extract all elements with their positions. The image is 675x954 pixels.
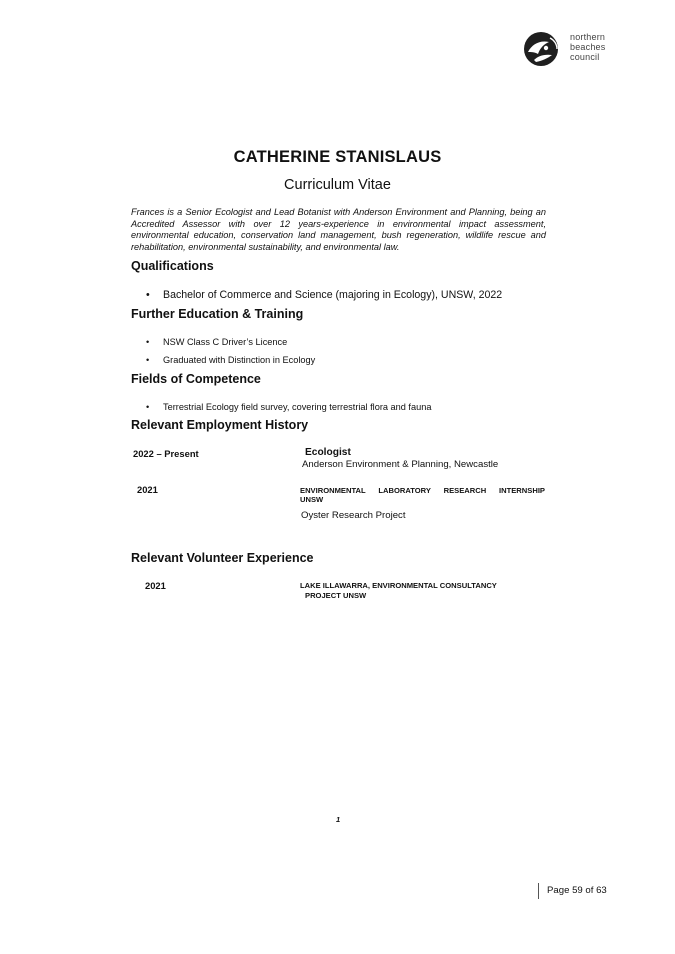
- employment-project: Oyster Research Project: [301, 510, 406, 521]
- cv-name: CATHERINE STANISLAUS: [233, 148, 442, 166]
- further-education-item: • Graduated with Distinction in Ecology: [146, 351, 315, 369]
- employment-role: Ecologist: [305, 447, 351, 458]
- competence-list: [146, 398, 431, 416]
- employment-date: 2022 – Present: [133, 448, 199, 459]
- logo-text-line3: council: [570, 52, 600, 62]
- footnote-number: 1: [336, 815, 341, 824]
- page-number-divider: [538, 883, 539, 899]
- volunteer-date: 2021: [145, 580, 166, 591]
- qualification-item: • Bachelor of Commerce and Science (majoring in Ecology), UNSW, 2022: [146, 289, 502, 301]
- employment-organisation: Anderson Environment & Planning, Newcastle: [302, 459, 499, 470]
- council-logo: [522, 30, 617, 70]
- employment-role: ENVIRONMENTAL LABORATORY RESEARCH INTERNSHIP: [300, 486, 545, 495]
- further-education-list: [146, 333, 315, 369]
- volunteer-project-institution: PROJECT UNSW: [305, 591, 367, 600]
- further-education-heading: Further Education & Training: [131, 307, 304, 321]
- council-logo-mark-icon: [522, 30, 562, 68]
- page-number: Page 59 of 63: [547, 885, 607, 896]
- volunteer-project: LAKE ILLAWARRA, ENVIRONMENTAL CONSULTANCY: [300, 581, 497, 590]
- competence-item: • Terrestrial Ecology field survey, covering terrestrial flora and fauna: [146, 398, 431, 416]
- employment-role-institution: UNSW: [300, 495, 324, 504]
- employment-heading: Relevant Employment History: [131, 418, 309, 432]
- employment-date: 2021: [137, 484, 158, 495]
- further-education-item: • NSW Class C Driver’s Licence: [146, 333, 315, 351]
- qualifications-heading: Qualifications: [131, 259, 214, 273]
- qualifications-list: [146, 289, 502, 301]
- council-logo-text: [570, 32, 605, 62]
- intro-paragraph: Frances is a Senior Ecologist and Lead Botanist with Anderson Environment and Planning, being an Accredited Assessor with over 12 years-experience in environmental impact assessment, environmental education, conservation land management, bush regeneration, wildlife rescue and rehabilitation, environmental sustainability, and environmental law.: [131, 207, 546, 252]
- logo-text-line2: beaches: [570, 42, 606, 52]
- logo-text-line1: northern: [570, 32, 606, 42]
- competence-heading: Fields of Competence: [131, 372, 261, 386]
- volunteer-heading: Relevant Volunteer Experience: [131, 551, 314, 565]
- cv-subtitle: Curriculum Vitae: [284, 177, 391, 193]
